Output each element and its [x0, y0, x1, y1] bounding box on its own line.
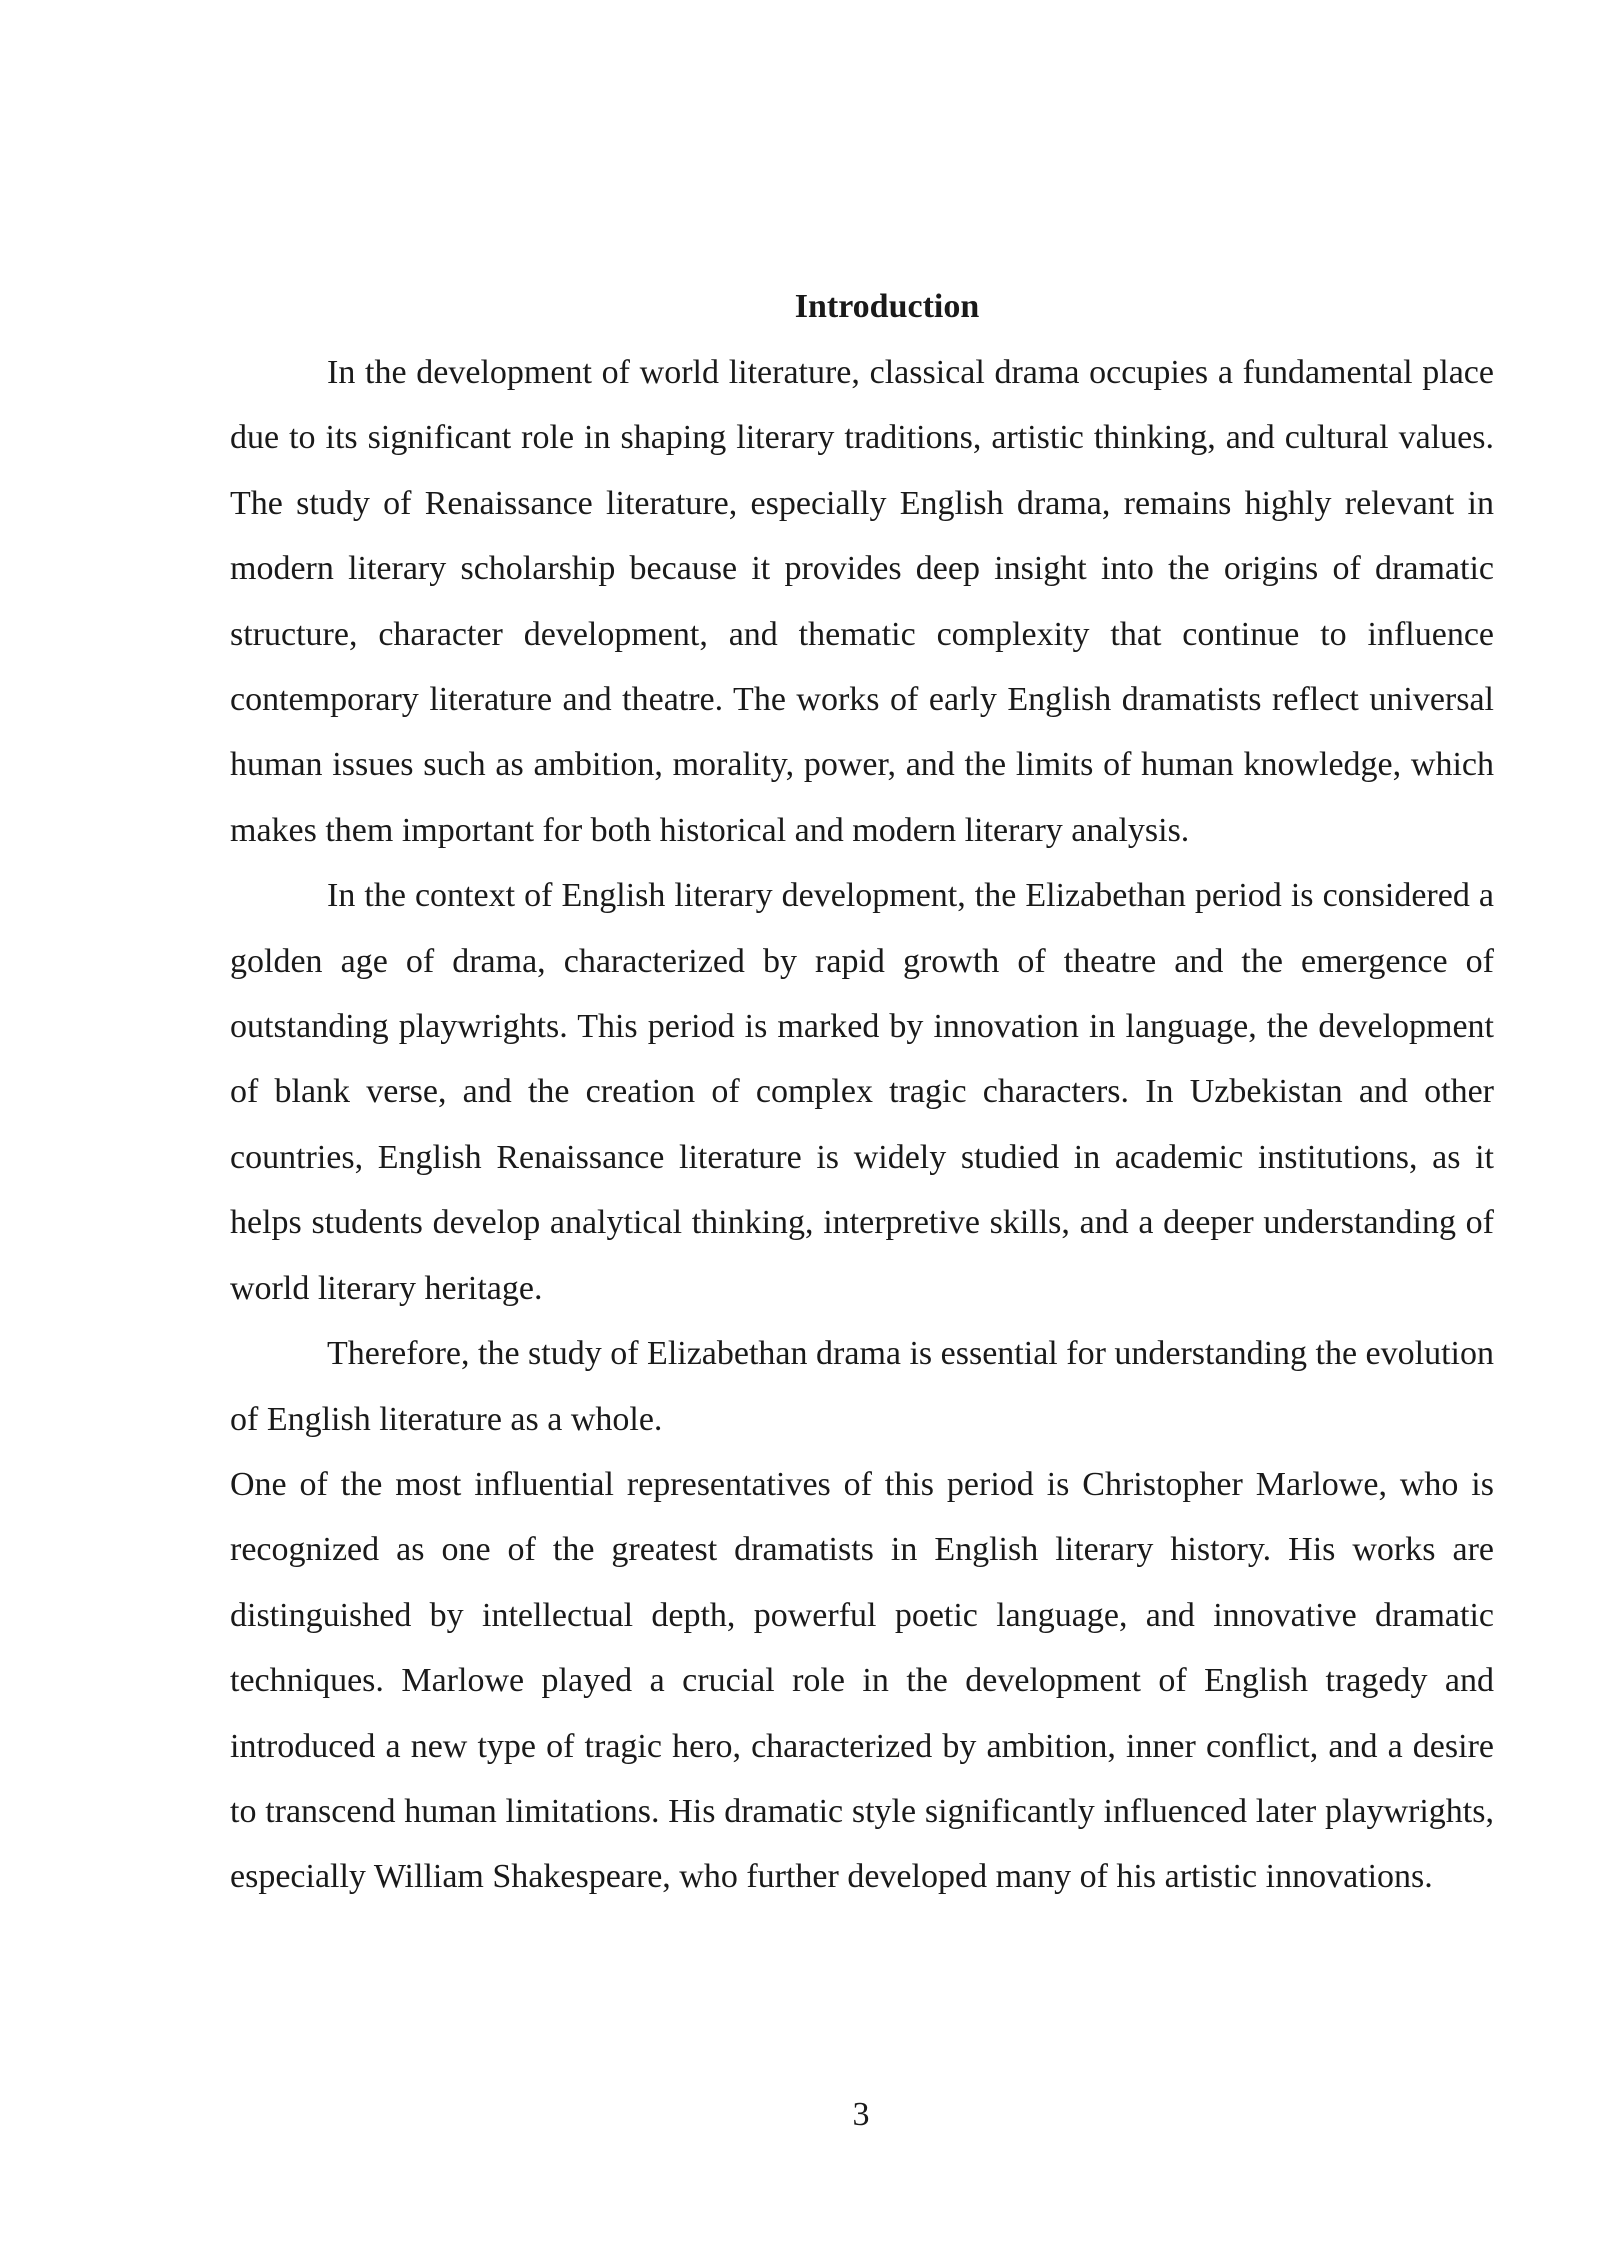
- paragraph-4: One of the most influential representatives of this period is Christopher Marlowe, who is recognized as one of the greatest dramatists in English literary history. His works are distinguished by intellectual depth, powerful poetic language, and innovative dramatic techniques. Marlowe played a crucial role in the development of English tragedy and introduced a new type of tragic hero, characterized by ambition, inner conflict, and a desire to transcend human limitations. His dramatic style significantly influenced later playwrights, especially William Shakespeare, who further developed many of his artistic innovations.: [230, 1465, 1494, 1896]
- paragraph-3: Therefore, the study of Elizabethan drama is essential for understanding the evolution of English literature as a whole.: [230, 1335, 1494, 1438]
- paragraph-1: In the development of world literature, classical drama occupies a fundamental place due to its significant role in shaping literary traditions, artistic thinking, and cultural values. The study of Renaissance literature, especially English drama, remains highly relevant in modern literary scholarship because it provides deep insight into the origins of dramatic structure, character development, and thematic complexity that continue to influence contemporary literature and theatre. The works of early English dramatists reflect universal human issues such as ambition, morality, power, and the limits of human knowledge, which makes them important for both historical and modern literary analysis.: [230, 354, 1494, 849]
- section-title: Introduction: [794, 288, 980, 325]
- paragraph-2: In the context of English literary development, the Elizabethan period is considered a golden age of drama, characterized by rapid growth of theatre and the emergence of outstanding playwrights. This period is marked by innovation in language, the development of blank verse, and the creation of complex tragic characters. In Uzbekistan and other countries, English Renaissance literature is widely studied in academic institutions, as it helps students develop analytical thinking, interpretive skills, and a deeper understanding of world literary heritage.: [230, 877, 1494, 1307]
- page-content: [230, 282, 1494, 1910]
- page-number: 3: [852, 2096, 870, 2133]
